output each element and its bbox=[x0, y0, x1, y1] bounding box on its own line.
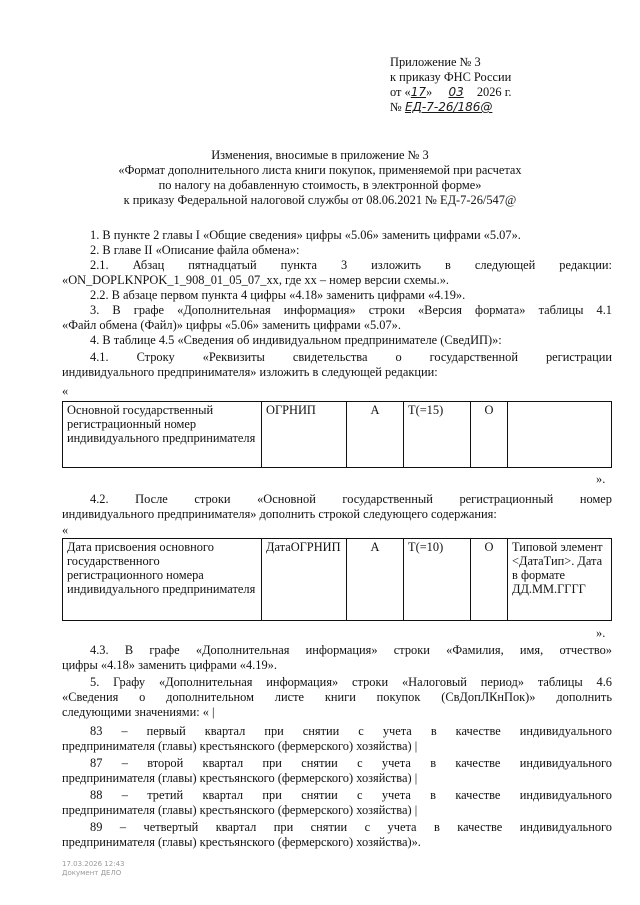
table-cell-format: T(=10) bbox=[404, 539, 471, 621]
paragraph-3-line-2: «Файл обмена (Файл)» цифры «5.06» заменить цифрами «5.07». bbox=[62, 318, 401, 332]
table-cell-required: О bbox=[471, 539, 508, 621]
paragraph-1: 1. В пункте 2 главы I «Общие сведения» цифры «5.06» заменить цифрами «5.07». bbox=[90, 228, 521, 242]
date-day-handwritten: 17 bbox=[410, 85, 427, 99]
value-83-line-1: 83 – первый квартал при снятии с учета в качестве индивидуального bbox=[90, 724, 612, 738]
table-row bbox=[63, 539, 612, 621]
value-87-line-1: 87 – второй квартал при снятии с учета в качестве индивидуального bbox=[90, 756, 612, 770]
paragraph-5-line-3: следующими значениями: « | bbox=[62, 705, 215, 719]
paragraph-4-2-line-1: 4.2. После строки «Основной государственный регистрационный номер bbox=[90, 492, 612, 506]
table-cell-format: T(=15) bbox=[404, 402, 471, 468]
table-cell-required: О bbox=[471, 402, 508, 468]
value-83-line-2: предпринимателя (главы) крестьянского (фермерского) хозяйства) | bbox=[62, 739, 418, 753]
table-row bbox=[63, 402, 612, 468]
requisite-table-1 bbox=[62, 401, 612, 468]
date-month-handwritten: 03 bbox=[448, 85, 464, 99]
paragraph-5-line-1: 5. Графу «Дополнительная информация» строки «Налоговый период» таблицы 4.6 bbox=[90, 675, 612, 689]
title-line-2: «Формат дополнительного листа книги покупок, применяемой при расчетах bbox=[118, 163, 522, 177]
paragraph-2-1-line-2: «ON_DOPLKNPOK_1_908_01_05_07_xx, где xx – номер версии схемы.». bbox=[62, 273, 450, 287]
requisite-table-2 bbox=[62, 538, 612, 621]
value-89-line-1: 89 – четвертый квартал при снятии с учета в качестве индивидуального bbox=[90, 820, 612, 834]
annex-date: от «17» 03 2026 г. bbox=[390, 85, 512, 99]
table-cell-type: А bbox=[347, 539, 404, 621]
title-line-3: по налогу на добавленную стоимость, в электронной форме» bbox=[158, 178, 482, 192]
paragraph-2: 2. В главе II «Описание файла обмена»: bbox=[90, 243, 300, 257]
paragraph-4-1-line-2: индивидуального предпринимателя» изложить в следующей редакции: bbox=[62, 365, 438, 379]
table-cell-tag: ДатаОГРНИП bbox=[262, 539, 347, 621]
close-quote-2: ». bbox=[596, 626, 606, 640]
paragraph-5-line-2: «Сведения о дополнительном листе книги покупок (СвДопЛКнПок)» дополнить bbox=[62, 690, 612, 704]
value-88-line-2: предпринимателя (главы) крестьянского (фермерского) хозяйства) | bbox=[62, 803, 418, 817]
registration-stamp: 17.03.2026 12:43 Документ ДЕЛО bbox=[62, 860, 125, 877]
value-87-line-2: предпринимателя (главы) крестьянского (фермерского) хозяйства) | bbox=[62, 771, 418, 785]
table-cell-extra: Типовой элемент <ДатаТип>. Дата в формате ДД.ММ.ГГГГ bbox=[508, 539, 612, 621]
close-quote-1: ». bbox=[596, 472, 606, 486]
value-89-line-2: предпринимателя (главы) крестьянского (фермерского) хозяйства)». bbox=[62, 835, 421, 849]
title-line-4: к приказу Федеральной налоговой службы от 08.06.2021 № ЕД-7-26/547@ bbox=[123, 193, 517, 207]
table-cell-type: А bbox=[347, 402, 404, 468]
paragraph-4-3-line-2: цифры «4.18» заменить цифрами «4.19». bbox=[62, 658, 277, 672]
table-cell-tag: ОГРНИП bbox=[262, 402, 347, 468]
annex-order-ref: к приказу ФНС России bbox=[390, 70, 512, 84]
open-quote-2: « bbox=[62, 523, 69, 537]
paragraph-4: 4. В таблице 4.5 «Сведения об индивидуальном предпринимателе (СведИП)»: bbox=[90, 333, 502, 347]
paragraph-4-2-line-2: индивидуального предпринимателя» дополнить строкой следующего содержания: bbox=[62, 507, 497, 521]
paragraph-3-line-1: 3. В графе «Дополнительная информация» строки «Версия формата» таблицы 4.1 bbox=[90, 303, 612, 317]
value-88-line-1: 88 – третий квартал при снятии с учета в качестве индивидуального bbox=[90, 788, 612, 802]
paragraph-2-2: 2.2. В абзаце первом пункта 4 цифры «4.18» заменить цифрами «4.19». bbox=[90, 288, 466, 302]
annex-header bbox=[390, 55, 512, 115]
paragraph-2-1-line-1: 2.1. Абзац пятнадцатый пункта 3 изложить в следующей редакции: bbox=[90, 258, 612, 272]
table-cell-extra bbox=[508, 402, 612, 468]
order-number-handwritten: ЕД-7-26/186@ bbox=[404, 100, 493, 114]
table-cell-name: Основной государственный регистрационный номер индивидуального предпринимателя bbox=[63, 402, 262, 468]
annex-number: № ЕД-7-26/186@ bbox=[390, 100, 493, 114]
paragraph-4-1-line-1: 4.1. Строку «Реквизиты свидетельства о государственной регистрации bbox=[90, 350, 612, 364]
table-cell-name: Дата присвоения основного государственного регистрационного номера индивидуального предпринимателя bbox=[63, 539, 262, 621]
annex-title: Приложение № 3 bbox=[390, 55, 481, 69]
paragraph-4-3-line-1: 4.3. В графе «Дополнительная информация» строки «Фамилия, имя, отчество» bbox=[90, 643, 612, 657]
title-line-1: Изменения, вносимые в приложение № 3 bbox=[211, 148, 429, 162]
open-quote-1: « bbox=[62, 384, 69, 398]
